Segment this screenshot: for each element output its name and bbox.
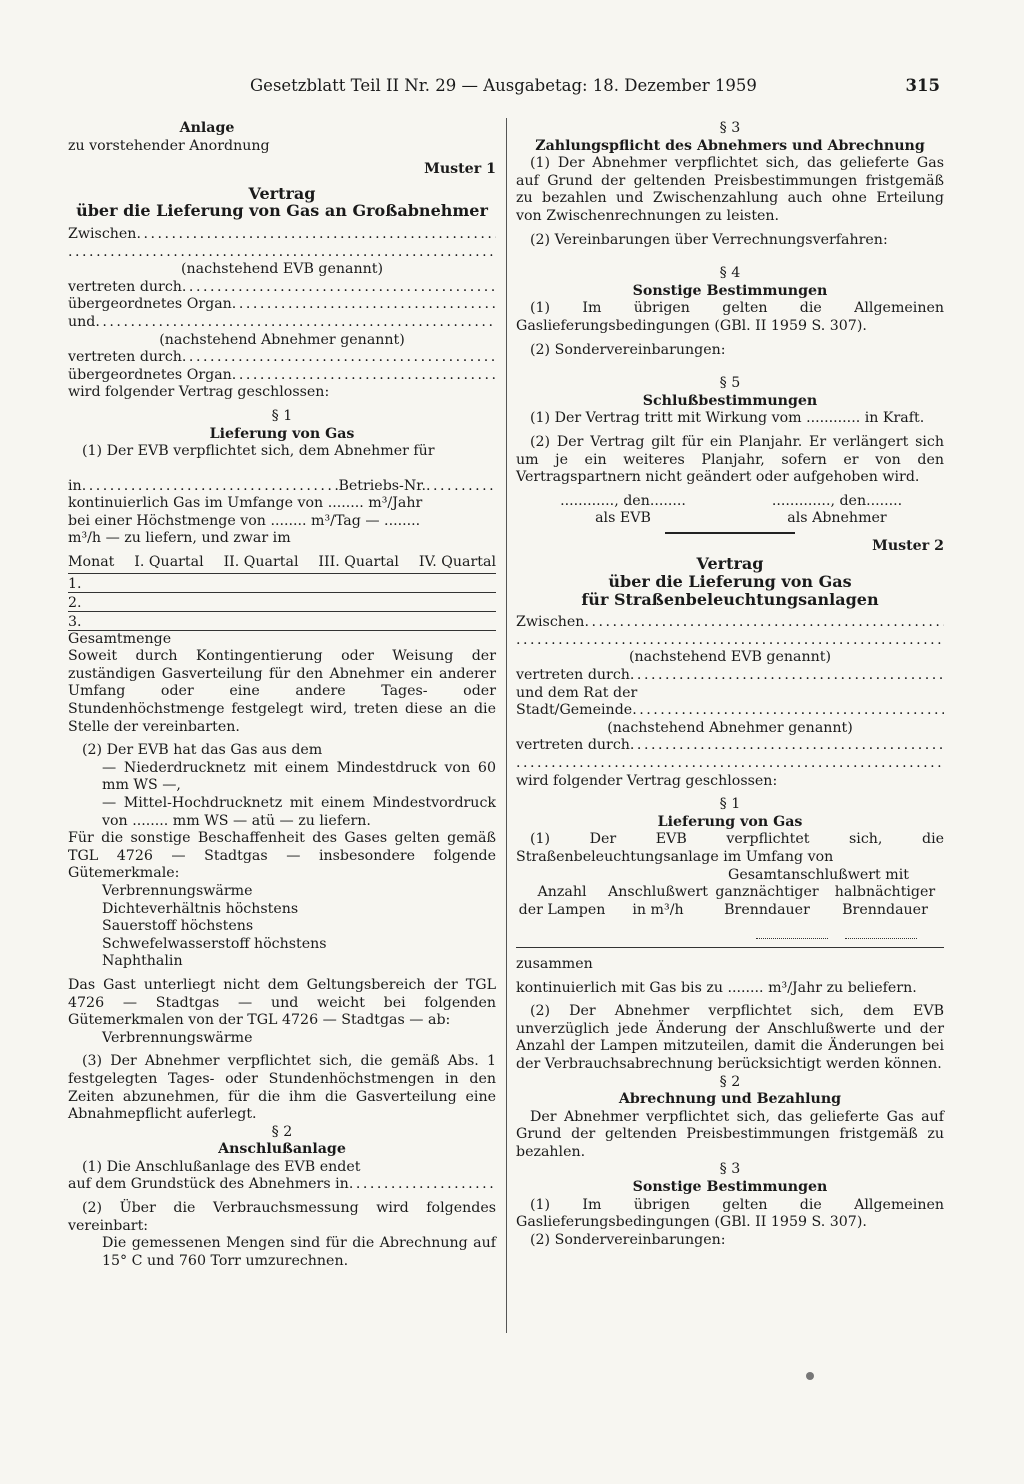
header-title: Gesetzblatt Teil II Nr. 29 — Ausgabetag: 18. Dezember 1959 bbox=[250, 76, 757, 95]
lamp-table-blanks bbox=[516, 927, 944, 945]
page-number: 315 bbox=[905, 76, 940, 95]
page-header bbox=[250, 76, 940, 102]
deviation-paragraph: Das Gast unterliegt nicht dem Geltungsbereich der TGL 4726 — Stadtgas — und weicht bei folgenden Gütemerkmalen von der TGL 4726 — Stadtgas — ab: bbox=[68, 976, 496, 1029]
quarter-col-4: IV. Quartal bbox=[418, 554, 496, 571]
abnehmer-note-2: (nachstehend Abnehmer genannt) bbox=[607, 719, 853, 736]
lamp-col-half-night-sub: Brenndauer bbox=[842, 901, 928, 918]
quarter-col-1: I. Quartal bbox=[134, 554, 204, 571]
table-row: 2. bbox=[68, 595, 496, 612]
m2-section-1-number: § 1 bbox=[719, 796, 741, 813]
blank-field bbox=[845, 938, 917, 939]
table-row: 1. bbox=[68, 576, 496, 593]
left-column bbox=[68, 120, 496, 1270]
evb-note-2: (nachstehend EVB genannt) bbox=[629, 649, 831, 666]
lamp-col-full-night: ganznächtiger bbox=[715, 884, 819, 901]
m2-continuous-supply: kontinuierlich mit Gas bis zu ........ m³/Jahr zu beliefern. bbox=[516, 979, 917, 996]
lamp-table-header bbox=[516, 884, 944, 919]
section-4-number: § 4 bbox=[719, 265, 741, 282]
lamp-col-count-sub: der Lampen bbox=[518, 901, 606, 918]
m2-section-1-title: Lieferung von Gas bbox=[657, 813, 803, 830]
hourly-line: m³/h — zu liefern, und zwar im bbox=[68, 530, 291, 547]
m2-section-2-number: § 2 bbox=[719, 1073, 741, 1090]
section-1-number: § 1 bbox=[271, 407, 293, 424]
m2-section-2-title: Abrechnung und Bezahlung bbox=[618, 1091, 842, 1108]
quota-paragraph: Soweit durch Kontingentierung oder Weisung der zuständigen Gasverteilung für den Abnehmer ein anderer Umfang oder eine andere Tages- oder Stundenhöchstmenge festgelegt wird, treten diese an die Stelle der vereinbarten. bbox=[68, 648, 496, 735]
m2-supply-para-1: (1) Der EVB verpflichtet sich, die Straßenbeleuchtungsanlage im Umfang von bbox=[516, 831, 944, 865]
separator-rule bbox=[665, 532, 795, 534]
zwischen-line-2: Zwischen . . . bbox=[516, 614, 944, 632]
vertreten-line-4: vertreten durch . . . bbox=[516, 737, 944, 755]
final-para-1: (1) Der Vertrag tritt mit Wirkung vom ............ in Kraft. bbox=[530, 410, 925, 427]
organ-line: übergeordnetes Organ . . . bbox=[68, 296, 496, 314]
list-item: Sauerstoff höchstens bbox=[102, 918, 254, 935]
section-3-number: § 3 bbox=[719, 120, 741, 136]
und-line: und . . . bbox=[68, 314, 496, 332]
contract-2-title: Vertrag bbox=[696, 554, 764, 574]
m2-supply-para-2: (2) Der Abnehmer verpflichtet sich, dem EVB unverzüglich jede Änderung der Anschlußwerte und der Anzahl der Lampen mitzuteilen, damit die Änderungen bei der Verbrauchsabrechnung berücksichtigt werden können. bbox=[516, 1003, 944, 1072]
vertreten-line-2: vertreten durch . . . bbox=[68, 349, 496, 367]
table-row: 3. bbox=[68, 614, 496, 631]
lamp-col-half-night: halbnächtiger bbox=[834, 884, 936, 901]
lamp-table-rule bbox=[516, 947, 944, 948]
evb-note: (nachstehend EVB genannt) bbox=[181, 261, 383, 278]
section-3-title: Zahlungspflicht des Abnehmers und Abrechnung bbox=[535, 137, 925, 154]
contract-concluded: wird folgender Vertrag geschlossen: bbox=[68, 384, 330, 401]
payment-para-1: (1) Der Abnehmer verpflichtet sich, das gelieferte Gas auf Grund der geltenden Preisbestimmungen fristgemäß zu bezahlen und Zwischenzahlung auch ohne Erteilung von Zwischenrechnungen zu leisten. bbox=[516, 155, 944, 224]
final-para-2: (2) Der Vertrag gilt für ein Planjahr. Er verlängert sich um je ein weiteres Planjahr, sofern er von den Vertragspartnern nicht geändert oder aufgehoben wird. bbox=[516, 433, 944, 486]
section-5-number: § 5 bbox=[719, 375, 741, 392]
m2-other-para-2: (2) Sondervereinbarungen: bbox=[530, 1231, 726, 1248]
list-item: Dichteverhältnis höchstens bbox=[102, 900, 299, 917]
list-item: Naphthalin bbox=[102, 953, 183, 970]
section-5-title: Schlußbestimmungen bbox=[642, 392, 818, 409]
connection-para-1: (1) Die Anschlußanlage des EVB endet bbox=[82, 1158, 361, 1175]
anlage-title: Anlage bbox=[179, 120, 235, 136]
signature-label-evb: als EVB bbox=[595, 510, 651, 527]
vertreten-line-3: vertreten durch . . . bbox=[516, 667, 944, 685]
blank-line-3 bbox=[516, 755, 944, 773]
continuous-supply-line: kontinuierlich Gas im Umfange von ........ m³/Jahr bbox=[68, 495, 423, 512]
lamp-col-connection: Anschlußwert bbox=[608, 884, 708, 901]
section-1-para-1: (1) Der EVB verpflichtet sich, dem Abnehmer für bbox=[82, 443, 435, 460]
connection-para-2: (2) Über die Verbrauchsmessung wird folgendes vereinbart: bbox=[68, 1200, 496, 1234]
section-4-title: Sonstige Bestimmungen bbox=[632, 282, 828, 299]
blank-line bbox=[68, 244, 496, 262]
measurement-note: Die gemessenen Mengen sind für die Abrechnung auf 15° C und 760 Torr umzurechnen. bbox=[102, 1235, 496, 1269]
council-line: und dem Rat der bbox=[516, 684, 638, 701]
abnehmer-note: (nachstehend Abnehmer genannt) bbox=[159, 331, 405, 348]
lamp-table-header-top: Gesamtanschlußwert mit bbox=[728, 866, 909, 883]
list-item: Verbrennungswärme bbox=[102, 882, 253, 899]
quarter-col-2: II. Quartal bbox=[223, 554, 299, 571]
in-line: in . . . Betriebs-Nr. . . . bbox=[68, 478, 496, 496]
quality-list bbox=[68, 883, 496, 971]
muster-2-label: Muster 2 bbox=[872, 537, 944, 554]
section-1-para-3: (3) Der Abnehmer verpflichtet sich, die gemäß Abs. 1 festgelegten Tages- oder Stundenhöchstmengen in den Zeiten abzunehmen, für die ihm die Gasverteilung eine Abnahmepflicht auferlegt. bbox=[68, 1053, 496, 1123]
connection-location-line: auf dem Grundstück des Abnehmers in . . . bbox=[68, 1176, 496, 1194]
m2-section-3-title: Sonstige Bestimmungen bbox=[632, 1179, 828, 1196]
vertreten-line: vertreten durch . . . bbox=[68, 279, 496, 297]
blank-space bbox=[68, 461, 496, 478]
payment-para-2: (2) Vereinbarungen über Verrechnungsverfahren: bbox=[530, 231, 888, 248]
signature-place-abnehmer: ............., den........ bbox=[771, 492, 903, 509]
section-1-para-2: (2) Der EVB hat das Gas aus dem bbox=[82, 742, 323, 759]
column-divider bbox=[506, 118, 507, 1333]
lamp-col-count: Anzahl bbox=[537, 884, 587, 901]
quarter-table-header bbox=[68, 554, 496, 574]
signature-place-evb: ............, den........ bbox=[560, 492, 686, 509]
section-2-number: § 2 bbox=[271, 1123, 293, 1140]
other-para-2: (2) Sondervereinbarungen: bbox=[530, 341, 726, 358]
municipality-line: Stadt/Gemeinde . . . bbox=[516, 702, 944, 720]
signature-block bbox=[516, 493, 944, 528]
total-label-2: zusammen bbox=[516, 955, 593, 972]
contract-2-subtitle-1: über die Lieferung von Gas bbox=[608, 572, 852, 592]
anlage-subtitle: zu vorstehender Anordnung bbox=[68, 137, 270, 154]
m2-section-3-number: § 3 bbox=[719, 1161, 741, 1178]
pressure-option-2: — Mittel-Hochdrucknetz mit einem Mindestvordruck von ........ mm WS — atü — zu liefern. bbox=[102, 795, 496, 829]
total-label: Gesamtmenge bbox=[68, 630, 172, 647]
organ-line-2: übergeordnetes Organ . . . bbox=[68, 367, 496, 385]
quality-paragraph: Für die sonstige Beschaffenheit des Gases gelten gemäß TGL 4726 — Stadtgas — insbesondere folgende Gütemerkmale: bbox=[68, 830, 496, 882]
contract-2-concluded: wird folgender Vertrag geschlossen: bbox=[516, 772, 778, 789]
quarter-col-monat: Monat bbox=[68, 554, 115, 571]
other-para-1: (1) Im übrigen gelten die Allgemeinen Gaslieferungsbedingungen (GBl. II 1959 S. 307). bbox=[516, 300, 944, 334]
quarter-col-3: III. Quartal bbox=[318, 554, 399, 571]
deviation-item: Verbrennungswärme bbox=[102, 1029, 253, 1046]
contract-2-subtitle-2: für Straßenbeleuchtungsanlagen bbox=[581, 589, 879, 609]
contract-subtitle: über die Lieferung von Gas an Großabnehmer bbox=[76, 201, 488, 221]
blank-line-2 bbox=[516, 632, 944, 650]
zwischen-line: Zwischen . . . bbox=[68, 226, 496, 244]
max-volume-line: bei einer Höchstmenge von ........ m³/Tag — ........ bbox=[68, 512, 421, 529]
lamp-col-connection-sub: in m³/h bbox=[632, 901, 684, 918]
contract-title: Vertrag bbox=[248, 183, 316, 203]
blank-field bbox=[756, 938, 828, 939]
ink-speck bbox=[806, 1372, 814, 1380]
list-item: Schwefelwasserstoff höchstens bbox=[102, 935, 327, 952]
section-2-title: Anschlußanlage bbox=[218, 1141, 346, 1158]
pressure-option-1: — Niederdrucknetz mit einem Mindestdruck von 60 mm WS —, bbox=[102, 759, 496, 794]
section-1-title: Lieferung von Gas bbox=[209, 425, 355, 442]
m2-other-para-1: (1) Im übrigen gelten die Allgemeinen Gaslieferungsbedingungen (GBl. II 1959 S. 307). bbox=[516, 1196, 944, 1231]
signature-label-abnehmer: als Abnehmer bbox=[787, 510, 887, 527]
m2-billing-para: Der Abnehmer verpflichtet sich, das gelieferte Gas auf Grund der geltenden Preisbestimmungen fristgemäß zu bezahlen. bbox=[516, 1108, 944, 1160]
lamp-col-full-night-sub: Brenndauer bbox=[724, 901, 810, 918]
right-column bbox=[516, 120, 944, 1249]
muster-1-label: Muster 1 bbox=[424, 161, 496, 178]
